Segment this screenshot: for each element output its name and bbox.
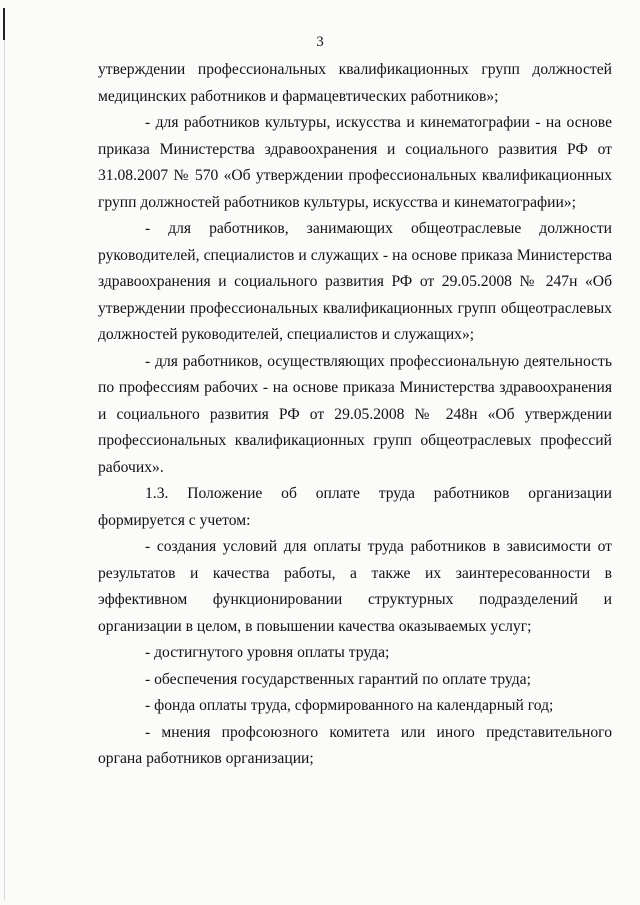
page-number: 3 bbox=[316, 34, 324, 50]
paragraph-worker-professions: - для работников, осуществляющих профессиональную деятельность по профессиям рабочих - на основе приказа Министерства здравоохранения и социального развития РФ от 29.05.2008 № 248н «Об утверждении профессиональных квалификационных групп общеотраслевых профессий рабочих». bbox=[98, 352, 612, 476]
paragraph-conditions: - создания условий для оплаты труда работников в зависимости от результатов и качества работы, а также их заинтересованности в эффективном функционировании структурных подразделений и организации в целом, в повышении качества оказываемых услуг; bbox=[98, 538, 612, 635]
document-body bbox=[98, 57, 612, 773]
paragraph-culture-workers: - для работников культуры, искусства и кинематографии - на основе приказа Министерства здравоохранения и социального развития РФ от 31.08.2007 № 570 «Об утверждении профессиональных квалификационных групп должностей работников культуры, искусства и кинематографии»; bbox=[98, 114, 612, 211]
paragraph-section-1-3: 1.3. Положение об оплате труда работников организации формируется с учетом: bbox=[98, 485, 612, 529]
paragraph-union-opinion: - мнения профсоюзного комитета или иного представительного органа работников организации; bbox=[98, 723, 612, 767]
paragraph-general-positions: - для работников, занимающих общеотраслевые должности руководителей, специалистов и служащих - на основе приказа Министерства здравоохранения и социального развития РФ от 29.05.2008 № 247н «Об утверждении профессиональных квалификационных групп общеотраслевых должностей руководителей, специалистов и служащих»; bbox=[98, 220, 612, 343]
scan-edge-line bbox=[4, 40, 5, 900]
paragraph-wage-fund: - фонда оплаты труда, сформированного на календарный год; bbox=[145, 697, 554, 714]
paragraph-state-guarantees: - обеспечения государственных гарантий по оплате труда; bbox=[145, 670, 531, 688]
paragraph-continuation: утверждении профессиональных квалификационных групп должностей медицинских работников и фармацевтических работников»; bbox=[98, 61, 612, 105]
paragraph-pay-level: - достигнутого уровня оплаты труда; bbox=[145, 644, 390, 661]
